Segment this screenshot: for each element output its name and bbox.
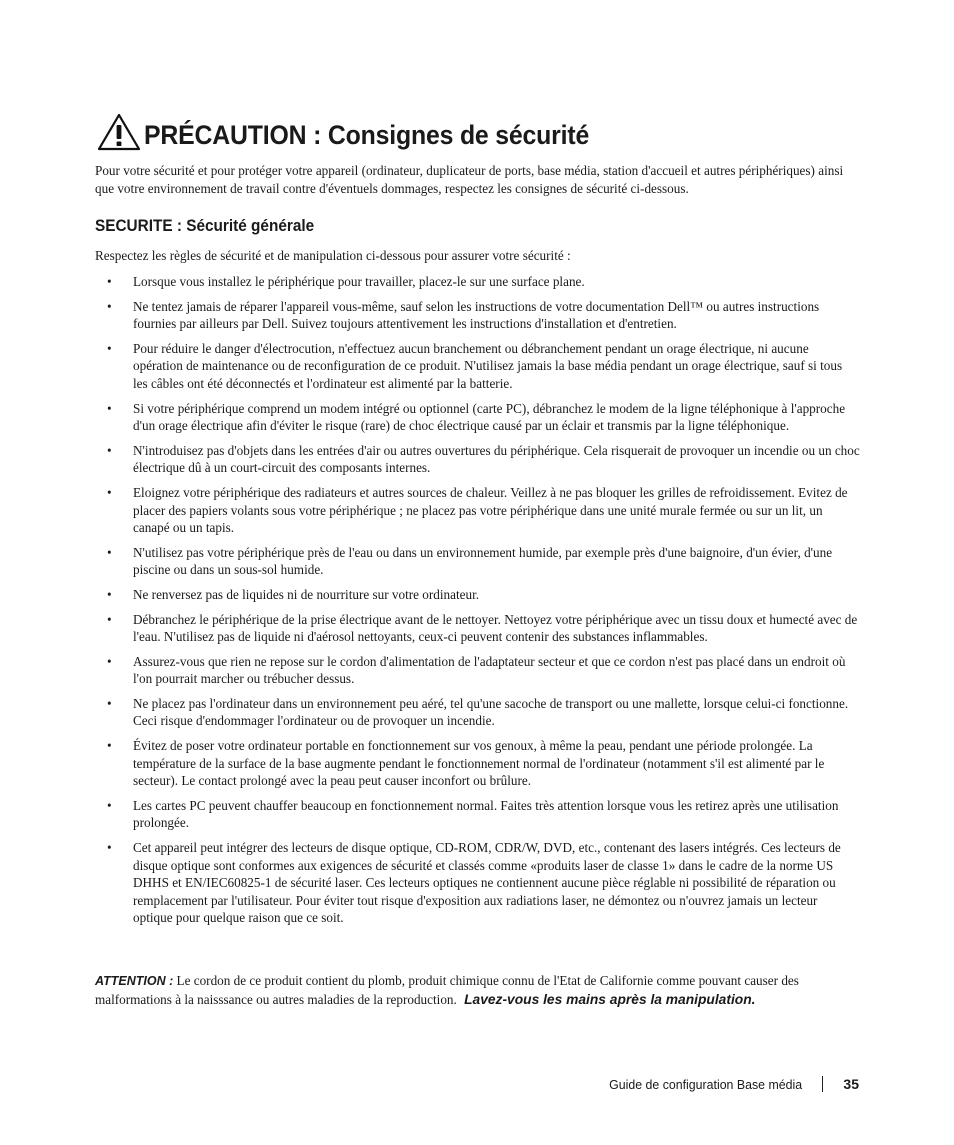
page-title: PRÉCAUTION : Consignes de sécurité (144, 120, 590, 150)
section-lead: Respectez les règles de sécurité et de manipulation ci-dessous pour assurer votre sécurité : (95, 248, 571, 263)
list-item (95, 400, 860, 435)
page-footer (599, 1076, 859, 1092)
bullet-icon: • (107, 340, 112, 356)
attention-label: ATTENTION : (95, 974, 174, 988)
list-item (95, 797, 860, 832)
bullet-icon: • (107, 695, 112, 711)
bullet-icon: • (107, 442, 112, 458)
list-item-text: Ne tentez jamais de réparer l'appareil vous-même, sauf selon les instructions de votre documentation Dell™ ou autres instructions fournies par ailleurs par Dell. Suivez toujours attentivement les instructions d'installation et d'entretien. (133, 298, 820, 332)
list-item (95, 653, 860, 688)
list-item-text: Si votre périphérique comprend un modem intégré ou optionnel (carte PC), débranchez le modem de la ligne téléphonique à l'approche d'un orage électrique afin d'éviter le risque (rare) de choc électrique causé par un éclair et transmis par la ligne téléphonique. (133, 400, 846, 434)
list-item (95, 273, 860, 291)
list-item (95, 695, 860, 730)
list-item-text: Cet appareil peut intégrer des lecteurs de disque optique, CD-ROM, CDR/W, DVD, etc., contenant des lasers intégrés. Ces lecteurs de disque optique sont conformes aux exigences de sécurité et classés comme «produits laser de classe 1» dans le cadre de la norme US DHHS et EN/IEC60825-1 de sécurité laser. Ces lecteurs optiques ne contiennent aucune pièce réglable ni possibilité de réparation ou remplacement par l'utilisateur. Pour éviter tout risque d'exposition aux radiations laser, ne démontez ou n'ouvrez jamais un lecteur optique pour quelque raison que ce soit. (133, 840, 841, 926)
bullet-icon: • (107, 797, 112, 813)
warning-triangle-icon (96, 112, 142, 152)
title-row (96, 108, 628, 152)
bullet-icon: • (107, 484, 112, 500)
list-item (95, 298, 860, 333)
list-item-text: Pour réduire le danger d'électrocution, n'effectuez aucun branchement ou débranchement pendant un orage électrique, ni aucune opération de maintenance ou de reconfiguration de ce produit. N'utilisez jamais la base média pendant un orage électrique, sauf si tous les câbles ont été déconnectés et l'ordinateur est alimenté par la batterie. (133, 340, 843, 391)
bullet-icon: • (107, 586, 112, 602)
list-item (95, 611, 860, 646)
list-item (95, 737, 860, 790)
list-item (95, 586, 860, 604)
list-item-text: N'introduisez pas d'objets dans les entrées d'air ou autres ouvertures du périphérique. Cela risquerait de provoquer un incendie ou un choc électrique dû à un court-circuit des composants internes. (133, 442, 860, 476)
list-item (95, 442, 860, 477)
safety-list (95, 273, 860, 934)
bullet-icon: • (107, 298, 112, 314)
attention-note (95, 972, 865, 1008)
list-item-text: N'utilisez pas votre périphérique près de l'eau ou dans un environnement humide, par exemple près d'une baignoire, d'un évier, d'une piscine ou dans un sous-sol humide. (133, 544, 833, 578)
list-item (95, 484, 860, 537)
list-item (95, 340, 860, 393)
bullet-icon: • (107, 840, 112, 856)
bullet-icon: • (107, 544, 112, 560)
list-item-text: Lorsque vous installez le périphérique pour travailler, placez-le sur une surface plane. (133, 274, 585, 289)
footer-doc-title: Guide de configuration Base média (609, 1076, 803, 1092)
list-item-text: Les cartes PC peuvent chauffer beaucoup en fonctionnement normal. Faites très attention lorsque vous les retirez après une utilisation prolongée. (133, 797, 839, 831)
list-item-text: Ne placez pas l'ordinateur dans un environnement peu aéré, tel qu'une sacoche de transport ou une mallette, lorsque celui-ci fonctionne. Ceci risque d'endommager l'ordinateur ou de provoquer un incendie. (133, 695, 849, 729)
bullet-icon: • (107, 611, 112, 627)
footer-divider (822, 1076, 823, 1092)
attention-emphasis: Lavez-vous les mains après la manipulation. (464, 991, 756, 1007)
bullet-icon: • (107, 653, 112, 669)
page-number: 35 (843, 1076, 859, 1092)
attention-text: Le cordon de ce produit contient du plomb, produit chimique connu de l'Etat de Californie comme pouvant causer des malformations à la naisssance ou autres maladies de la reproduction. (95, 973, 799, 1007)
list-item-text: Ne renversez pas de liquides ni de nourriture sur votre ordinateur. (133, 586, 480, 602)
intro-paragraph: Pour votre sécurité et pour protéger votre appareil (ordinateur, duplicateur de ports, base média, station d'accueil et autres périphériques) ainsi que votre environnement de travail contre d'éventuels dommages, respectez les consignes de sécurité ci-dessous. (95, 163, 844, 196)
list-item-text: Eloignez votre périphérique des radiateurs et autres sources de chaleur. Veillez à ne pas bloquer les grilles de refroidissement. Evitez de placer des papiers volants sous votre périphérique ; ne placez pas votre périphérique dans une unité murale fermée ou sur un lit, un canapé ou un tapis. (133, 484, 848, 536)
bullet-icon: • (107, 400, 112, 416)
bullet-icon: • (107, 738, 112, 754)
list-item-text: Débranchez le périphérique de la prise électrique avant de le nettoyer. Nettoyez votre périphérique avec un tissu doux et humecté avec de l'eau. N'utilisez pas de liquide ni d'aérosol nettoyants, ceux-ci peuvent contenir des substances inflammables. (133, 611, 858, 645)
bullet-icon: • (107, 274, 112, 289)
list-item-text: Assurez-vous que rien ne repose sur le cordon d'alimentation de l'adaptateur secteur et que ce cordon n'est pas placé dans un endroit où l'on pourrait marcher ou trébucher dessus. (133, 653, 846, 687)
list-item (95, 544, 860, 579)
section-heading: SECURITE : Sécurité générale (95, 217, 315, 235)
list-item (95, 839, 860, 927)
list-item-text: Évitez de poser votre ordinateur portable en fonctionnement sur vos genoux, à même la peau, pendant une période prolongée. La température de la surface de la base augmente pendant le fonctionnement normal de l'ordinateur (notamment s'il est alimenté par le secteur). Le contact prolongé avec la peau peut causer inconfort ou brûlure. (133, 738, 825, 789)
